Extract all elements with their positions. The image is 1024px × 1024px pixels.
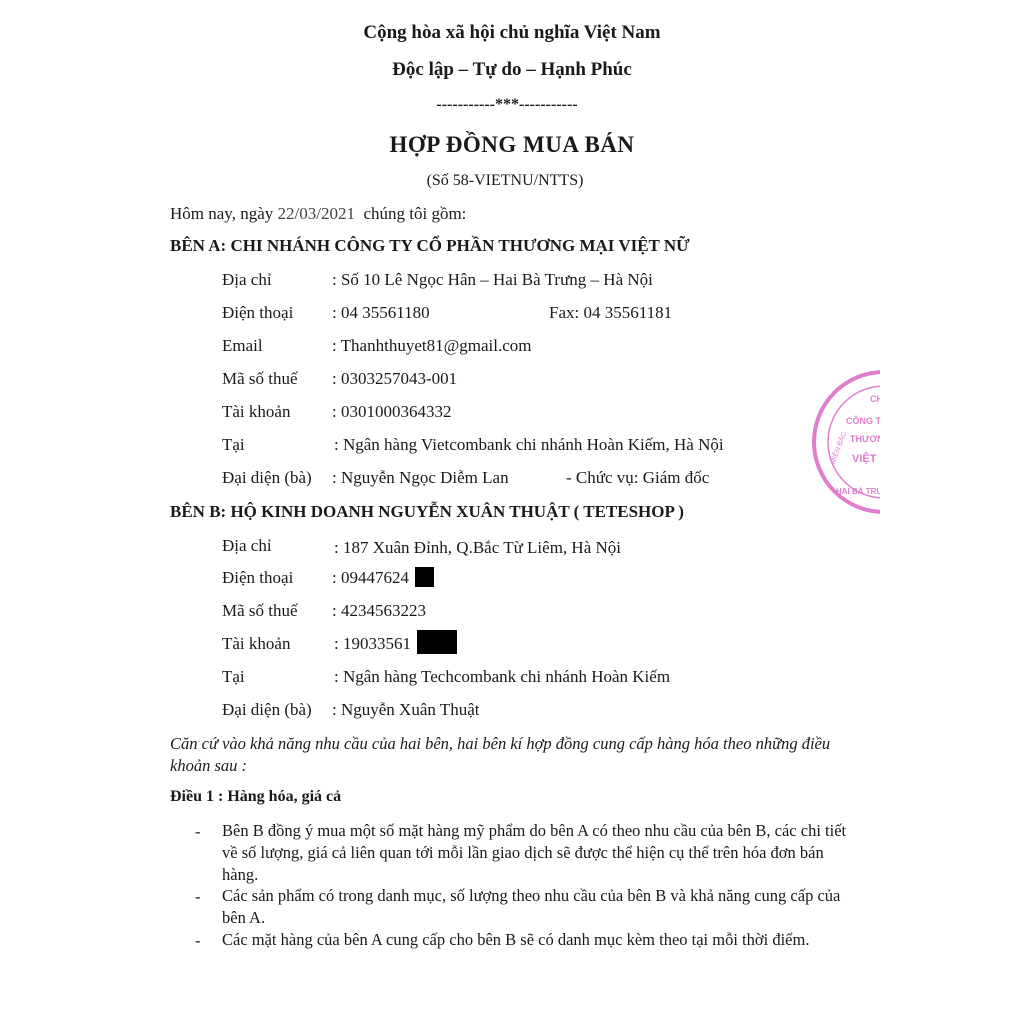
stamp-text-bottom: HAI BÀ TRƯ [836,487,884,496]
document-title: HỢP ĐỒNG MUA BÁN [389,132,635,157]
party-a-heading: BÊN A: CHI NHÁNH CÔNG TY CỔ PHẦN THƯƠNG MẠI VIỆT NỮ [170,236,690,255]
stamp-text-line-1: CÔNG TY C [846,416,896,426]
party-b-value-address: : 187 Xuân Đỉnh, Q.Bắc Từ Liêm, Hà Nội [334,538,621,557]
party-b-label-account: Tài khoản [222,634,291,653]
party-a-value-tax: : 0303257043-001 [332,369,458,388]
article-1-bullet-3: Các mặt hàng của bên A cung cấp cho bên B sẽ có danh mục kèm theo tại mỗi thời điểm. [222,930,810,949]
party-a-position: - Chức vụ: Giám đốc [566,468,710,487]
party-b-label-bank: Tại [222,667,245,686]
party-a-value-representative: : Nguyễn Ngọc Diễm Lan [332,468,509,487]
party-a-label-email: Email [222,336,263,355]
party-a-value-address: : Số 10 Lê Ngọc Hân – Hai Bà Trưng – Hà Nội [332,270,653,289]
party-a-label-phone: Điện thoại [222,303,294,322]
intro-suffix: chúng tôi gồm: [363,204,467,223]
party-a-label-representative: Đại diện (bà) [222,468,312,487]
party-a-label-bank: Tại [222,435,245,454]
stamp-text-line-2: THƯƠNG [850,434,891,444]
bullet-dash-2: - [195,887,201,906]
party-a-value-email: : Thanhthuyet81@gmail.com [332,336,532,355]
intro-line [170,204,466,224]
party-a-label-address: Địa chỉ [222,270,272,289]
party-a-label-account: Tài khoản [222,402,291,421]
party-a-fax: Fax: 04 35561181 [549,303,673,322]
redaction-account [417,630,457,654]
party-b-label-representative: Đại diện (bà) [222,700,312,719]
party-b-label-tax: Mã số thuế [222,601,298,620]
party-b-heading: BÊN B: HỘ KINH DOANH NGUYỄN XUÂN THUẬT ( TETESHOP ) [170,502,684,521]
preamble-text: Căn cứ vào khả năng nhu cầu của hai bên, hai bên kí hợp đồng cung cấp hàng hóa theo những điều khoản sau : [170,734,831,775]
party-b-value-account: : 19033561 [334,634,411,653]
bullet-dash-1: - [195,822,201,841]
party-b-value-tax: : 4234563223 [332,601,426,620]
bullet-dash-3: - [195,931,201,950]
party-b-label-phone: Điện thoại [222,568,294,587]
article-1-bullet-2: Các sản phẩm có trong danh mục, số lượng theo nhu cầu của bên B và khả năng cung cấp của bên A. [222,886,841,927]
company-stamp [806,362,921,520]
stamp-text-top: CHI NHÁNH [870,394,921,404]
header-separator: -----------***----------- [436,96,578,113]
national-slogan: Độc lập – Tự do – Hạnh Phúc [392,59,632,80]
party-a-value-bank: : Ngân hàng Vietcombank chi nhánh Hoàn Kiếm, Hà Nội [334,435,724,454]
stamp-text-ring: MIỀN BẮC [830,430,849,466]
intro-prefix: Hôm nay, ngày [170,204,274,223]
party-a-value-phone: : 04 35561180 [332,303,430,322]
party-b-value-bank: : Ngân hàng Techcombank chi nhánh Hoàn Kiếm [334,667,671,686]
article-1-heading: Điều 1 : Hàng hóa, giá cả [170,788,342,805]
party-a-label-tax: Mã số thuế [222,369,298,388]
article-1-bullet-1: Bên B đồng ý mua một số mặt hàng mỹ phẩm do bên A có theo nhu cầu của bên B, các chi tiết về số lượng, giá cả liên quan tới mỗi lần giao dịch sẽ được thể hiện cụ thể trên hóa đơn bán hàng. [222,821,847,884]
party-b-value-phone: : 09447624 [332,568,409,587]
party-b-label-address: Địa chỉ [222,536,272,555]
stamp-text-line-3: VIỆT [852,453,877,465]
intro-date: 22/03/2021 [277,204,355,223]
contract-number: (Số 58-VIETNU/NTTS) [426,172,584,189]
redaction-phone [415,567,434,587]
party-b-value-representative: : Nguyễn Xuân Thuật [332,700,480,719]
national-motto: Cộng hòa xã hội chủ nghĩa Việt Nam [363,22,661,43]
party-a-value-account: : 0301000364332 [332,402,452,421]
